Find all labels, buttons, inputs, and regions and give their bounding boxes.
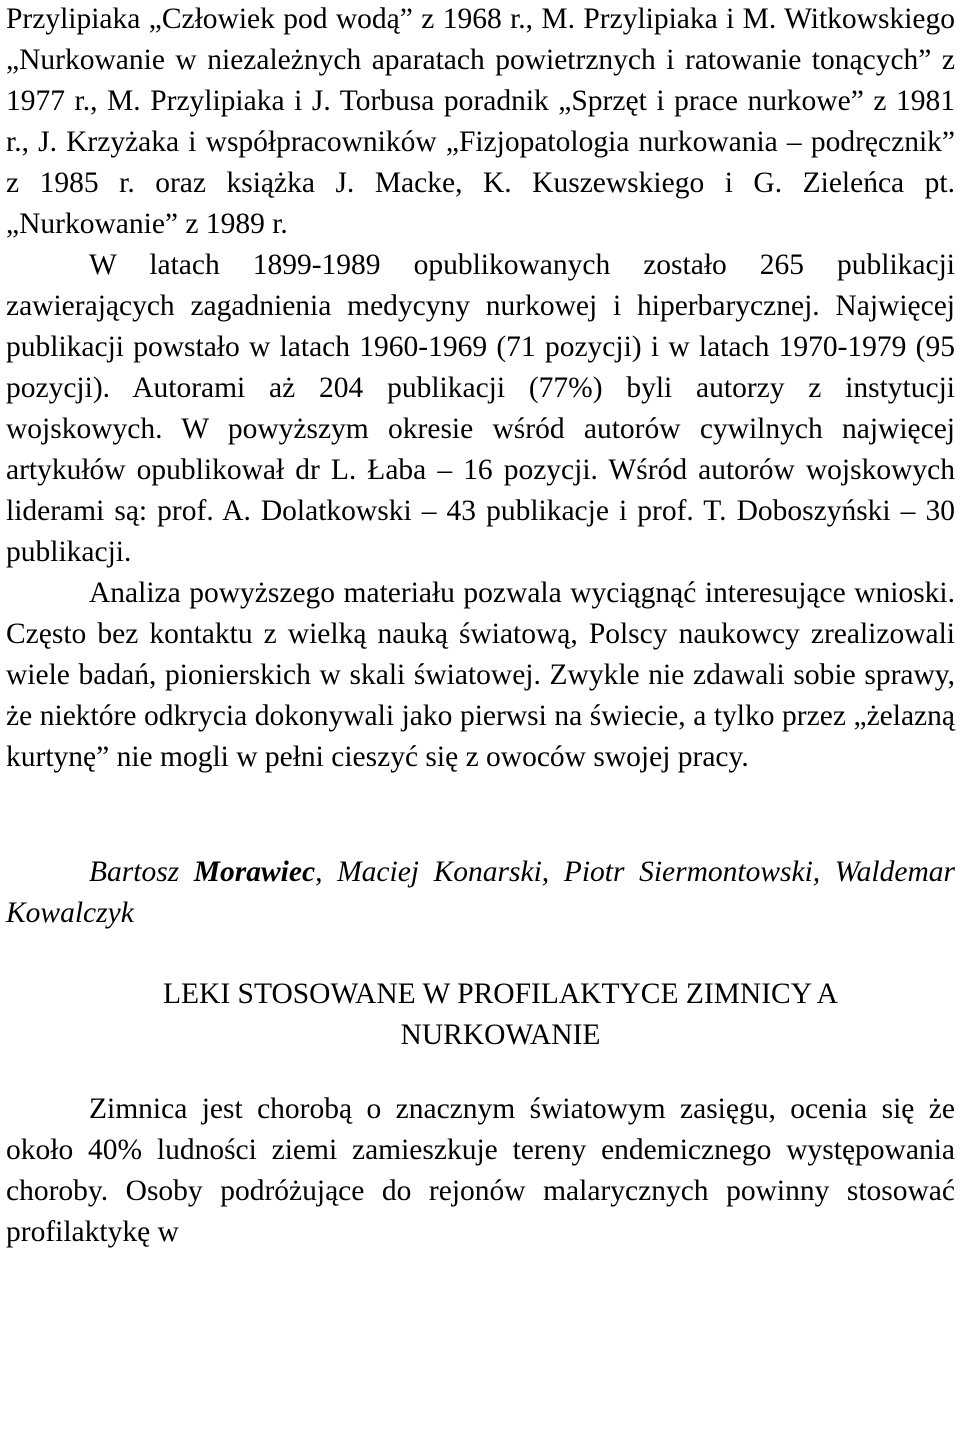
paragraph-literature-list: Przylipiaka „Człowiek pod wodą” z 1968 r., M. Przylipiaka i M. Witkowskiego „Nurkowanie w niezależnych aparatach powietrznych i ratowanie tonących” z 1977 r., M. Przylipiaka i J. Torbusa poradnik „Sprzęt i prace nurkowe” z 1981 r., J. Krzyżaka i współpracowników „Fizjopatologia nurkowania – podręcznik” z 1985 r. oraz książka J. Macke, K. Kuszewskiego i G. Zieleńca pt. „Nurkowanie” z 1989 r. — [6, 3, 955, 240]
article-title-line-1: LEKI STOSOWANE W PROFILAKTYCE ZIMNICY A — [163, 978, 838, 1010]
article-authors — [6, 852, 955, 934]
paragraph-malaria-intro: Zimnica jest chorobą o znacznym światowym zasięgu, ocenia się że około 40% ludności ziemi zamieszkuje tereny endemicznego występowania choroby. Osoby podróżujące do rejonów malarycznych powinny stosować profilaktykę w — [6, 1093, 955, 1248]
author-first-name: Bartosz — [89, 856, 194, 888]
author-surname-bold: Morawiec — [193, 856, 316, 888]
author-list-rest: , Maciej Konarski, Piotr Siermontowski, Waldemar Kowalczyk — [6, 856, 955, 929]
paragraph-publication-statistics: W latach 1899-1989 opublikowanych zostało 265 publikacji zawierających zagadnienia medycyny nurkowej i hiperbarycznej. Najwięcej publikacji powstało w latach 1960-1969 (71 pozycji) i w latach 1970-1979 (95 pozycji). Autorami aż 204 publikacji (77%) byli autorzy z instytucji wojskowych. W powyższym okresie wśród autorów cywilnych najwięcej artykułów opublikował dr L. Łaba – 16 pozycji. Wśród autorów wojskowych liderami są: prof. A. Dolatkowski – 43 publikacje i prof. T. Doboszyński – 30 publikacji. — [6, 249, 955, 568]
document-page — [6, 0, 955, 1253]
article-title — [6, 974, 955, 1056]
article-title-line-2: NURKOWANIE — [400, 1019, 601, 1051]
paragraph-analysis-conclusions: Analiza powyższego materiału pozwala wyciągnąć interesujące wnioski. Często bez kontaktu z wielką nauką światową, Polscy naukowcy zrealizowali wiele badań, pionierskich w skali światowej. Zwykle nie zdawali sobie sprawy, że niektóre odkrycia dokonywali jako pierwsi na świecie, a tylko przez „żelazną kurtynę” nie mogli w pełni cieszyć się z owoców swojej pracy. — [6, 577, 955, 773]
